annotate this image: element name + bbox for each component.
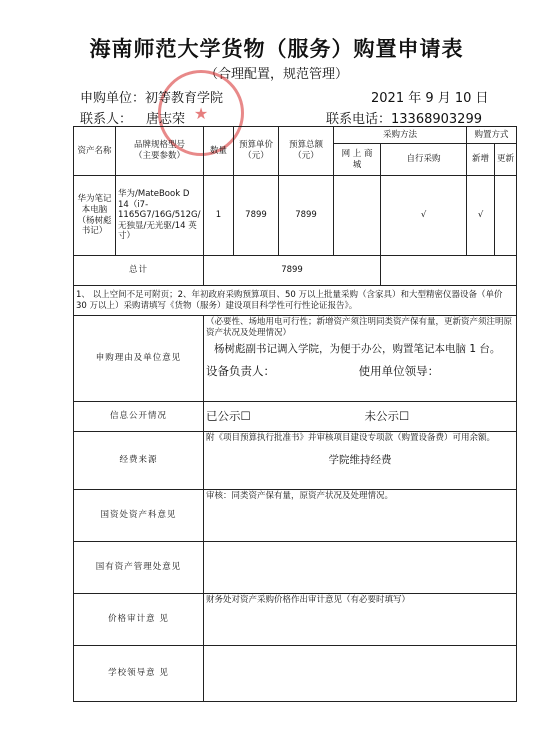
published-option[interactable]: 已公示☐ [206, 409, 251, 424]
disclosure-cell [204, 402, 517, 432]
form-subtitle: （合理配置，规范管理） [204, 67, 348, 82]
header-asset-name: 资产名称 [74, 127, 116, 176]
header-quantity: 数量 [204, 127, 234, 176]
unit-leader-label: 使用单位领导： [358, 364, 440, 379]
header-brand-model [116, 127, 204, 176]
item-total: 7899 [279, 176, 334, 256]
unpublished-option[interactable]: 未公示☐ [364, 409, 410, 424]
price-audit-note: 财务处对资产采购价格作出审计意见（有必要时填写） [204, 594, 517, 646]
contact-value: 唐志荣 [146, 112, 186, 127]
header-row-1 [74, 127, 517, 144]
reason-cell [204, 316, 517, 402]
funding-note: 附《项目预算执行批准书》并审核项目建设专项款（购置设备费）可用余额。 [206, 433, 496, 443]
asset-dept-label: 国资处资产科意见 [74, 490, 204, 542]
total-value: 7899 [204, 256, 381, 286]
item-unit-price: 7899 [234, 176, 279, 256]
item-new: √ [467, 176, 495, 256]
applicant-unit-row [80, 87, 223, 106]
contact-label: 联系人： [80, 112, 133, 127]
price-audit-row [74, 594, 517, 646]
phone-value: 13368903299 [391, 112, 482, 127]
official-seal: ★ [158, 70, 244, 156]
asset-dept-row [74, 490, 517, 542]
total-label: 总计 [74, 256, 204, 286]
total-row [74, 256, 517, 286]
item-row [74, 176, 517, 256]
header-new: 新增 [467, 144, 495, 176]
footnote: 1、 以上空间不足可附页；2、年初政府采购预算项目、50 万以上批量采购（含家具）和大型精密仪器设备（单价 30 万以上）采购请填写《货物（服务）建设项目科学性可行性论证报告》。 [74, 286, 517, 316]
school-leader-label: 学校领导意 见 [74, 646, 204, 702]
header-purchase-method: 采购方法 [334, 127, 467, 144]
item-asset-name: 华为笔记本电脑（杨树彪书记） [74, 176, 116, 256]
header-brand-model-label: 品牌规格型号 [133, 140, 185, 151]
header-replace: 更新 [495, 144, 517, 176]
applicant-unit-label: 申购单位： [80, 91, 146, 106]
header-self-purchase: 自行采购 [381, 144, 467, 176]
header-unit-price: 预算单价（元） [234, 127, 279, 176]
reason-row [74, 316, 517, 402]
equipment-manager-label: 设备负责人： [206, 364, 275, 379]
reason-signature-line [206, 364, 514, 378]
asset-mgmt-label: 国有资产管理处意见 [74, 542, 204, 594]
applicant-unit-value: 初等教育学院 [145, 91, 224, 106]
total-blank [381, 256, 517, 286]
form-title: 海南师范大学货物（服务）购置申请表 [89, 37, 464, 61]
item-online-mall [334, 176, 381, 256]
asset-mgmt-cell [204, 542, 517, 594]
reason-note: （必要性、场地用电可行性；新增资产须注明同类资产保有量，更新资产须注明原资产状况及处理情况） [206, 317, 513, 338]
price-audit-label: 价格审计意 见 [74, 594, 204, 646]
asset-dept-note: 审核：同类资产保有量，原资产状况及处理情况。 [204, 490, 517, 542]
reason-content: 杨树彪副书记调入学院，为便于办公，购置笔记本电脑 1 台。 [214, 343, 501, 356]
disclosure-label: 信息公开情况 [74, 402, 204, 432]
header-online-mall: 网 上 商 城 [334, 144, 381, 176]
school-leader-cell [204, 646, 517, 702]
school-leader-row [74, 646, 517, 702]
reason-label: 申购理由及单位意见 [74, 316, 204, 402]
item-quantity: 1 [204, 176, 234, 256]
application-date: 2021 年 9 月 10 日 [371, 91, 489, 106]
contact-row [80, 108, 185, 127]
funding-content: 学院维持经费 [328, 453, 392, 466]
item-model: 华为/MateBook D 14（i7-1165G7/16G/512G/无独显/无光驱/14 英寸） [116, 176, 204, 256]
phone-label: 联系电话： [326, 112, 392, 127]
header-total: 预算总额（元） [279, 127, 334, 176]
header-main-params: （主要参数） [133, 151, 185, 161]
funding-row [74, 432, 517, 490]
item-self-purchase: √ [381, 176, 467, 256]
footnote-row [74, 286, 517, 316]
header-acquisition: 购置方式 [467, 127, 517, 144]
asset-mgmt-row [74, 542, 517, 594]
funding-cell [204, 432, 517, 490]
disclosure-row [74, 402, 517, 432]
purchase-form-table [73, 126, 517, 702]
item-replace [495, 176, 517, 256]
funding-label: 经费来源 [74, 432, 204, 490]
phone-row [326, 108, 482, 127]
